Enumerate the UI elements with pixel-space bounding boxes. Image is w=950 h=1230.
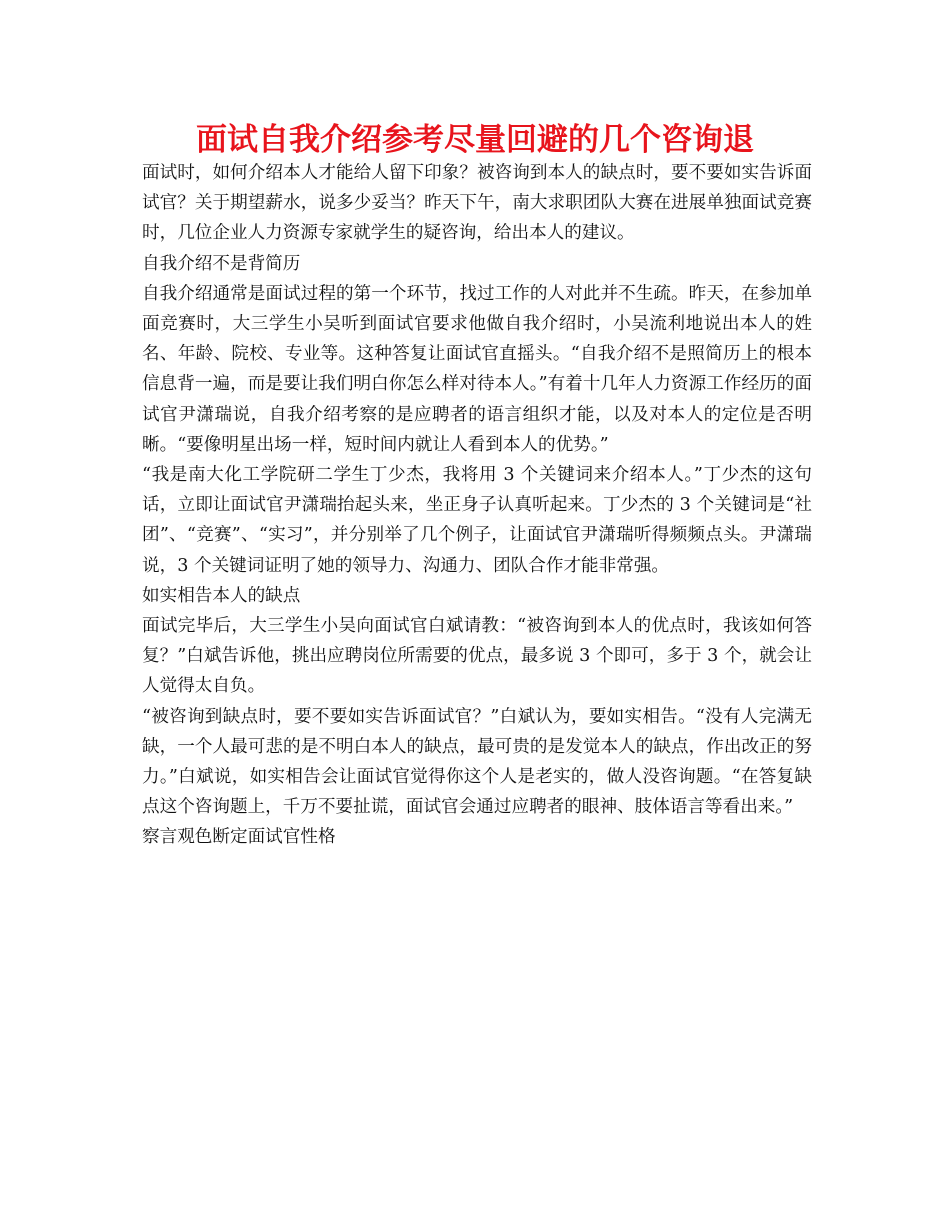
document-title: 面试自我介绍参考尽量回避的几个咨询退 bbox=[196, 122, 754, 158]
paragraph-self-intro: 自我介绍通常是面试过程的第一个环节，找过工作的人对此并不生疏。昨天，在参加单面竞赛时，大三学生小吴听到面试官要求他做自我介绍时，小吴流利地说出本人的姓名、年龄、院校、专业等。这种答复让面试官直摇头。“自我介绍不是照简历上的根本信息背一遍，而是要让我们明白你怎么样对待本人。”有着十几年人力资源工作经历的面试官尹潇瑞说，自我介绍考察的是应聘者的语言组织才能，以及对本人的定位是否明晰。“要像明星出场一样，短时间内就让人看到本人的优势。” bbox=[142, 283, 812, 455]
section-heading-self-intro: 自我介绍不是背简历 bbox=[142, 253, 301, 274]
paragraph-weakness: “被咨询到缺点时，要不要如实告诉面试官？”白斌认为，要如实相告。“没有人完满无缺，一个人最可悲的是不明白本人的缺点，最可贵的是发觉本人的缺点，作出改正的努力。”白斌说，如实相告会让面试官觉得你这个人是老实的，做人没咨询题。“在答复缺点这个咨询题上，千万不要扯谎，面试官会通过应聘者的眼神、肢体语言等看出来。” bbox=[142, 706, 812, 818]
section-heading-observe: 察言观色断定面试官性格 bbox=[142, 827, 336, 848]
paragraph-strengths: 面试完毕后，大三学生小吴向面试官白斌请教：“被咨询到本人的优点时，我该如何答复？”白斌告诉他，挑出应聘岗位所需要的优点，最多说 3 个即可，多于 3 个，就会让人觉得太自负。 bbox=[142, 616, 812, 697]
section-heading-weakness: 如实相告本人的缺点 bbox=[142, 585, 301, 606]
paragraph-keywords: “我是南大化工学院研二学生丁少杰，我将用 3 个关键词来介绍本人。”丁少杰的这句话，立即让面试官尹潇瑞抬起头来，坐正身子认真听起来。丁少杰的 3 个关键词是“社团”、“竞赛”、“实习”，并分别举了几个例子，让面试官尹潇瑞听得频频点头。尹潇瑞说，3 个关键词证明了她的领导力、沟通力、团队合作才能非常强。 bbox=[142, 465, 812, 576]
paragraph-intro: 面试时，如何介绍本人才能给人留下印象？被咨询到本人的缺点时，要不要如实告诉面试官？关于期望薪水，说多少妥当？昨天下午，南大求职团队大赛在进展单独面试竞赛时，几位企业人力资源专家就学生的疑咨询，给出本人的建议。 bbox=[142, 163, 812, 244]
document-body bbox=[142, 158, 812, 853]
